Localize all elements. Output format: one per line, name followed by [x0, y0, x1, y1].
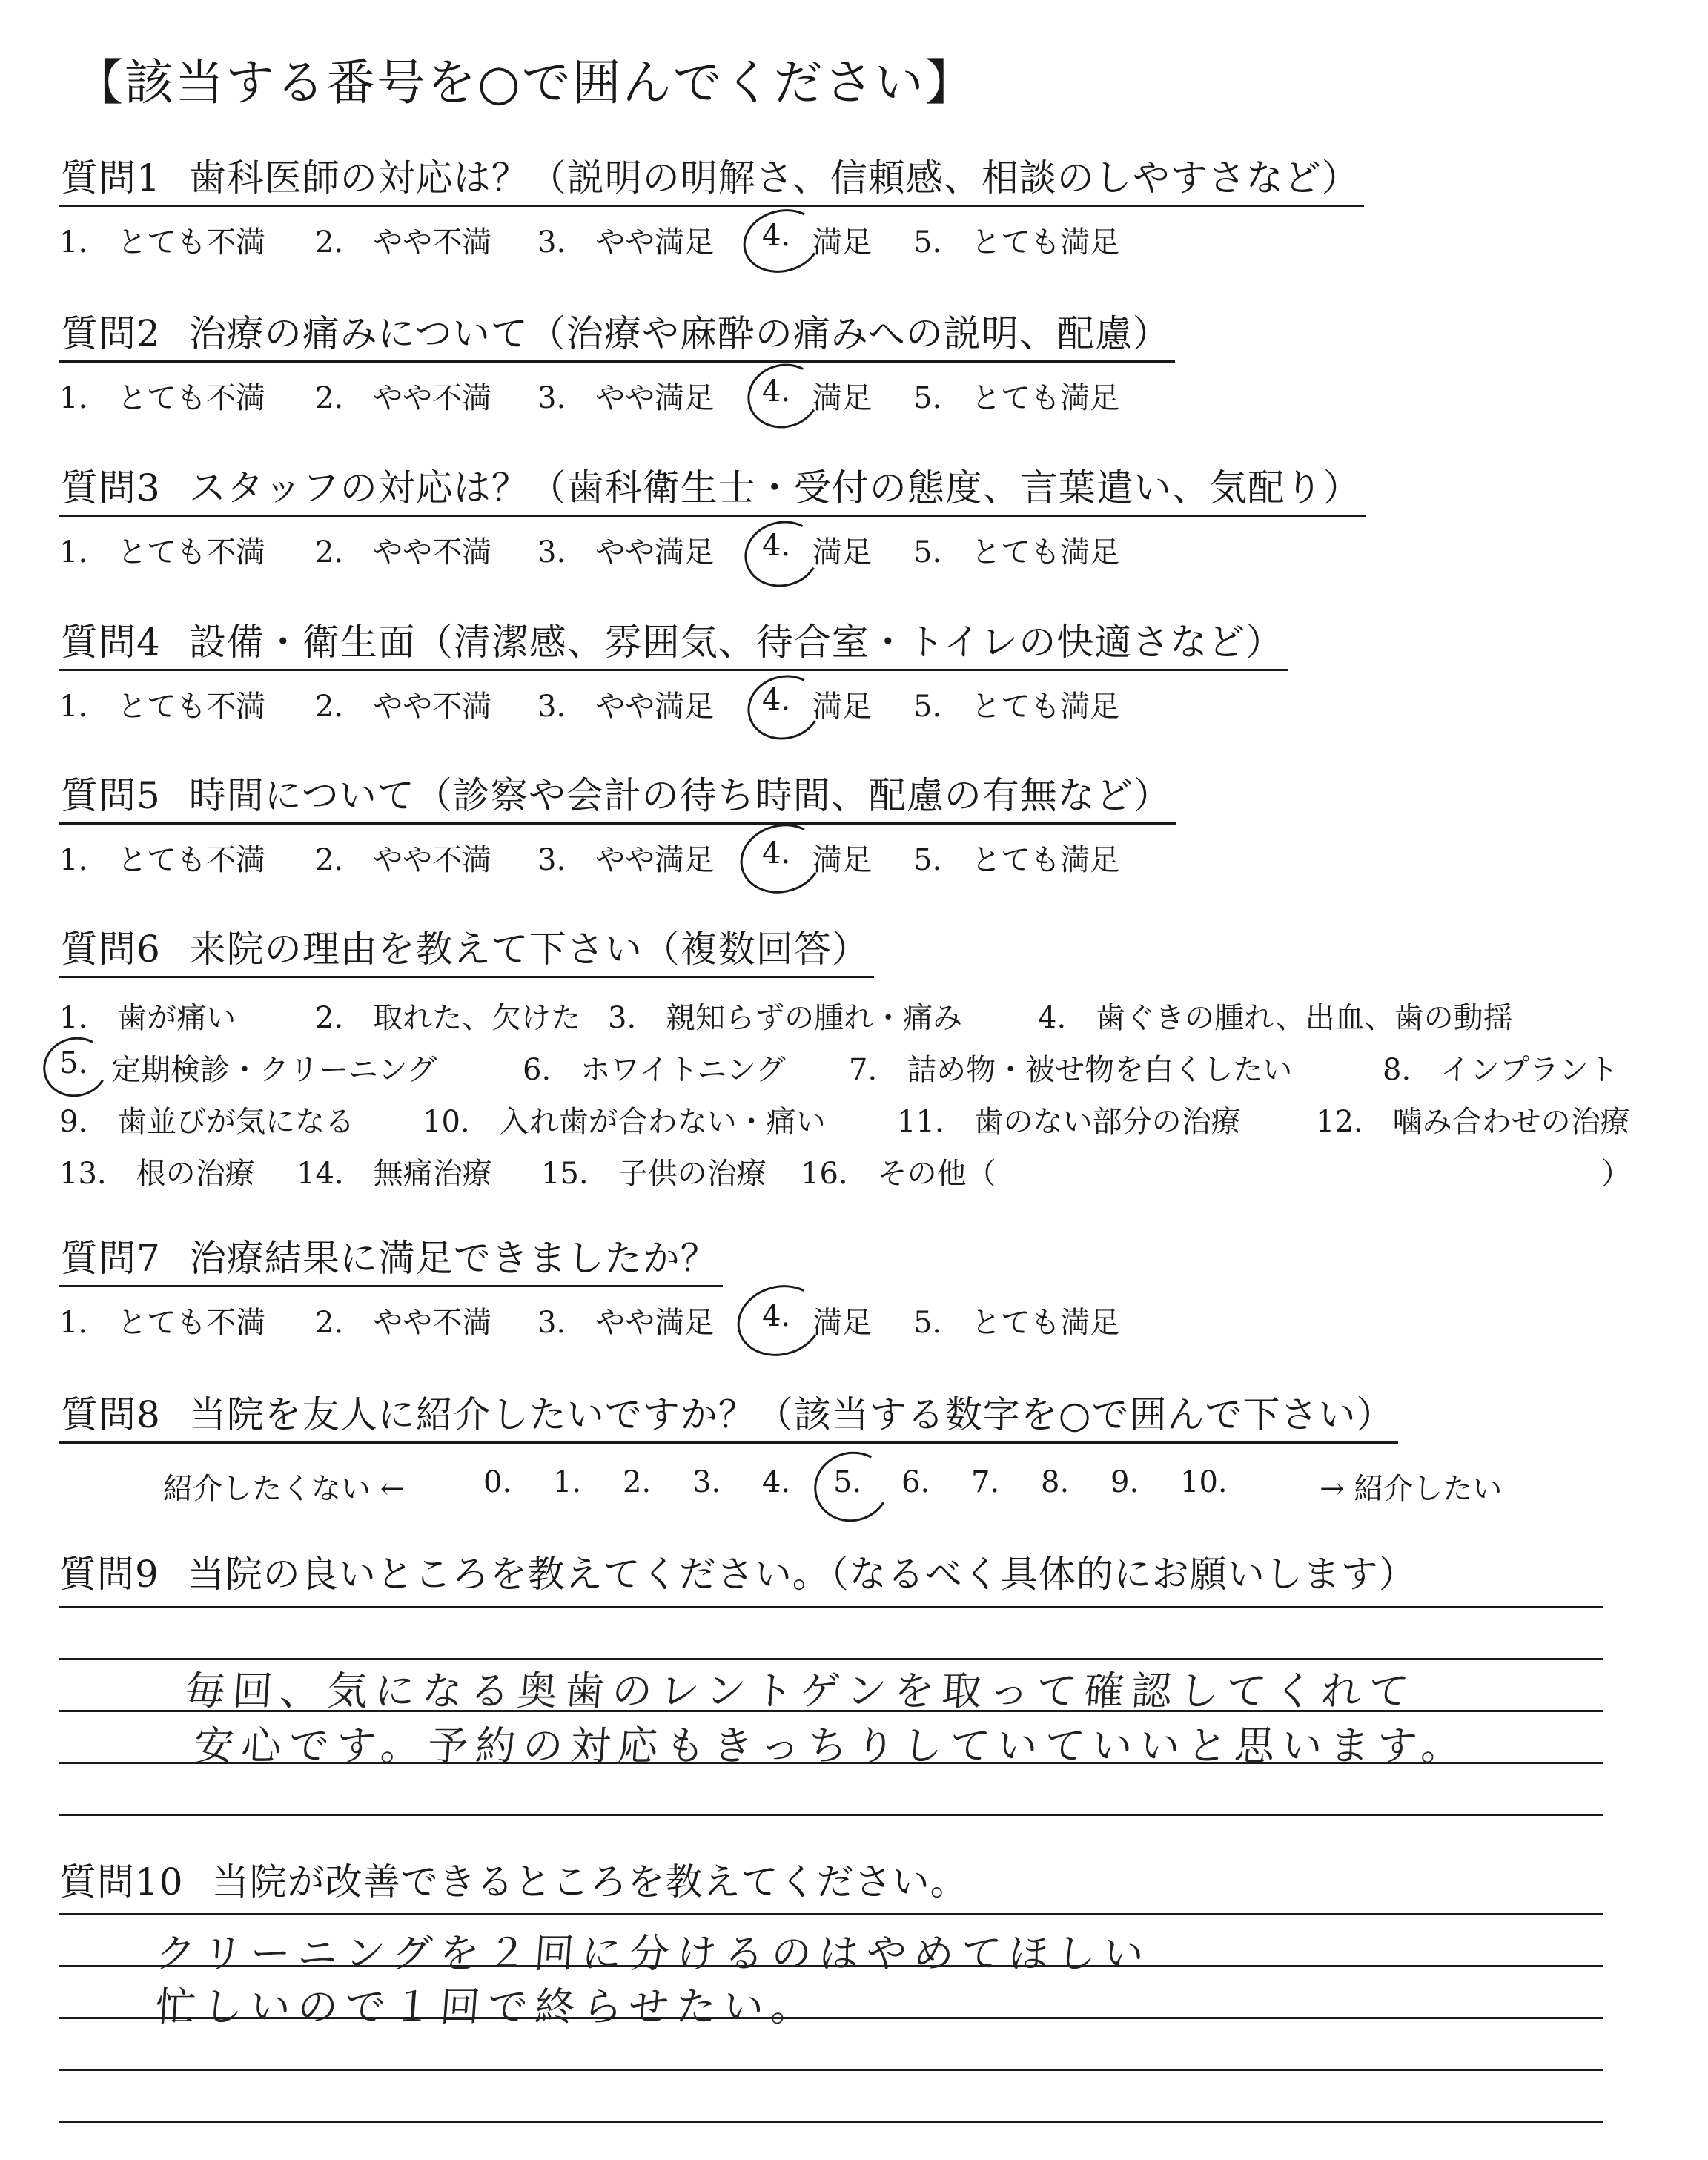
- option-4-label: 満足: [812, 1306, 872, 1340]
- option-4[interactable]: 4.: [762, 1299, 791, 1333]
- option-5[interactable]: 5. とても満足: [913, 1306, 1120, 1340]
- option-4-label: 満足: [812, 381, 872, 415]
- option-5[interactable]: 5. とても満足: [913, 535, 1120, 569]
- reason-option-2[interactable]: 2. 取れた、欠けた: [315, 1001, 581, 1035]
- reason-option-3[interactable]: 3. 親知らずの腫れ・痛み: [608, 1001, 963, 1035]
- reason-option-14[interactable]: 14. 無痛治療: [297, 1157, 492, 1191]
- selection-circle-mark: [741, 667, 829, 748]
- reason-option-11[interactable]: 11. 歯のない部分の治療: [897, 1105, 1241, 1139]
- question-5-heading: 質問5 時間について（診察や会計の待ち時間、配慮の有無など）: [59, 766, 1176, 825]
- option-4-label: 満足: [812, 843, 872, 877]
- scale-right-label: → 紹介したい: [1320, 1472, 1503, 1506]
- question-9: [59, 1545, 1417, 1598]
- reason-option-5[interactable]: 5.: [59, 1046, 88, 1080]
- scale-1[interactable]: 1.: [553, 1465, 582, 1499]
- option-4-label: 満足: [812, 690, 872, 724]
- question-10-heading: 質問10 当院が改善できるところを教えてください。: [59, 1860, 968, 1903]
- reason-option-8[interactable]: 8. インプラント: [1383, 1053, 1619, 1087]
- option-2[interactable]: 2. やや不満: [315, 225, 492, 260]
- question-5: [59, 766, 1176, 875]
- question-1-heading: 質問1 歯科医師の対応は？（説明の明解さ、信頼感、相談のしやすさなど）: [59, 148, 1364, 207]
- question-2: [59, 304, 1175, 413]
- question-4-heading: 質問4 設備・衛生面（清潔感、雰囲気、待合室・トイレの快適さなど）: [59, 612, 1288, 671]
- reason-option-16[interactable]: 16. その他（: [801, 1157, 996, 1191]
- other-close-paren: ）: [1601, 1157, 1631, 1191]
- question-2-options: [59, 371, 1175, 413]
- option-5[interactable]: 5. とても満足: [913, 690, 1120, 724]
- answer-line: [59, 2069, 1603, 2071]
- option-1[interactable]: 1. とても不満: [59, 843, 266, 877]
- answer-line: [59, 2121, 1603, 2123]
- question-8-heading: 質問8 当院を友人に紹介したいですか？（該当する数字を○で囲んで下さい）: [59, 1385, 1398, 1444]
- selection-circle-mark: [36, 1030, 115, 1104]
- selection-circle-mark: [729, 1276, 830, 1366]
- option-4[interactable]: 4.: [762, 836, 791, 871]
- reason-option-12[interactable]: 12. 噛み合わせの治療: [1316, 1105, 1630, 1139]
- question-7: [59, 1229, 1120, 1340]
- option-3[interactable]: 3. やや満足: [537, 1306, 715, 1340]
- scale-9[interactable]: 9.: [1110, 1465, 1139, 1499]
- option-5[interactable]: 5. とても満足: [913, 381, 1120, 415]
- question-6: [59, 919, 1631, 1191]
- question-9-heading: 質問9 当院の良いところを教えてください。（なるべく具体的にお願いします）: [59, 1553, 1417, 1596]
- selection-circle-mark: [732, 815, 830, 902]
- scale-2[interactable]: 2.: [623, 1465, 652, 1499]
- reason-option-6[interactable]: 6. ホワイトニング: [523, 1053, 786, 1087]
- option-1[interactable]: 1. とても不満: [59, 690, 266, 724]
- question-7-heading: 質問7 治療結果に満足できましたか？: [59, 1229, 723, 1287]
- scale-5[interactable]: 5.: [833, 1465, 862, 1499]
- reason-option-4[interactable]: 4. 歯ぐきの腫れ、出血、歯の動揺: [1038, 1001, 1513, 1035]
- survey-title: 【該当する番号を○で囲んでください】: [74, 54, 976, 111]
- scale-left-label: 紹介したくない ←: [163, 1472, 406, 1506]
- selection-circle-mark: [736, 201, 828, 282]
- option-2[interactable]: 2. やや不満: [315, 690, 492, 724]
- option-4[interactable]: 4.: [762, 683, 791, 717]
- scale-10[interactable]: 10.: [1180, 1465, 1228, 1499]
- answer-line: [59, 1606, 1603, 1608]
- question-3-options: [59, 526, 1366, 567]
- question-2-heading: 質問2 治療の痛みについて（治療や麻酔の痛みへの説明、配慮）: [59, 304, 1175, 363]
- answer-line: [59, 1913, 1603, 1915]
- selection-circle-mark: [807, 1443, 898, 1530]
- reason-option-7[interactable]: 7. 詰め物・被せ物を白くしたい: [849, 1053, 1293, 1087]
- question-6-heading: 質問6 来院の理由を教えて下さい（複数回答）: [59, 919, 874, 978]
- scale-0[interactable]: 0.: [483, 1465, 512, 1499]
- option-4-label: 満足: [812, 535, 872, 569]
- question-4: [59, 612, 1288, 724]
- option-2[interactable]: 2. やや不満: [315, 843, 492, 877]
- selection-circle-mark: [737, 512, 827, 595]
- reason-option-13[interactable]: 13. 根の治療: [59, 1157, 255, 1191]
- question-1: [59, 148, 1364, 260]
- option-3[interactable]: 3. やや満足: [537, 690, 715, 724]
- scale-7[interactable]: 7.: [971, 1465, 1000, 1499]
- option-3[interactable]: 3. やや満足: [537, 843, 715, 877]
- option-4[interactable]: 4.: [762, 374, 791, 409]
- handwritten-answer-line-1: クリーニングを２回に分けるのはやめてほしい: [153, 1930, 1153, 1977]
- reason-option-15[interactable]: 15. 子供の治療: [541, 1157, 767, 1191]
- question-3-heading: 質問3 スタッフの対応は？（歯科衛生士・受付の態度、言葉遣い、気配り）: [59, 458, 1366, 517]
- question-10: [59, 1852, 968, 1906]
- reason-option-5-label: 定期検診・クリーニング: [111, 1053, 437, 1087]
- scale-3[interactable]: 3.: [692, 1465, 721, 1499]
- option-4[interactable]: 4.: [762, 219, 791, 253]
- option-5[interactable]: 5. とても満足: [913, 225, 1120, 260]
- option-1[interactable]: 1. とても不満: [59, 381, 266, 415]
- option-3[interactable]: 3. やや満足: [537, 381, 715, 415]
- handwritten-answer-line-2: 忙しいので１回で終らせたい。: [153, 1984, 821, 2030]
- option-2[interactable]: 2. やや不満: [315, 535, 492, 569]
- option-3[interactable]: 3. やや満足: [537, 225, 715, 260]
- reason-option-1[interactable]: 1. 歯が痛い: [59, 1001, 236, 1035]
- question-3: [59, 458, 1366, 567]
- handwritten-answer-line-2: 安心です。予約の対応もきっちりしていていいと思います。: [192, 1723, 1471, 1769]
- option-4[interactable]: 4.: [762, 529, 791, 563]
- selection-circle-mark: [741, 356, 827, 436]
- option-5[interactable]: 5. とても満足: [913, 843, 1120, 877]
- option-4-label: 満足: [812, 225, 872, 260]
- option-1[interactable]: 1. とても不満: [59, 1306, 266, 1340]
- scale-8[interactable]: 8.: [1041, 1465, 1070, 1499]
- option-3[interactable]: 3. やや満足: [537, 535, 715, 569]
- option-2[interactable]: 2. やや不満: [315, 381, 492, 415]
- question-5-options: [59, 833, 1176, 875]
- reason-option-10[interactable]: 10. 入れ歯が合わない・痛い: [423, 1105, 826, 1139]
- handwritten-answer-line-1: 毎回、気になる奥歯のレントゲンを取って確認してくれて: [183, 1668, 1418, 1714]
- answer-line: [59, 1814, 1603, 1816]
- option-1[interactable]: 1. とても不満: [59, 535, 266, 569]
- question-8: [59, 1385, 1503, 1506]
- scale-4[interactable]: 4.: [762, 1465, 791, 1499]
- question-1-options: [59, 216, 1364, 260]
- scale-6[interactable]: 6.: [901, 1465, 930, 1499]
- reason-option-9[interactable]: 9. 歯並びが気になる: [59, 1105, 355, 1139]
- option-2[interactable]: 2. やや不満: [315, 1306, 492, 1340]
- question-7-options: [59, 1296, 1120, 1340]
- option-1[interactable]: 1. とても不満: [59, 225, 266, 260]
- question-4-options: [59, 680, 1288, 724]
